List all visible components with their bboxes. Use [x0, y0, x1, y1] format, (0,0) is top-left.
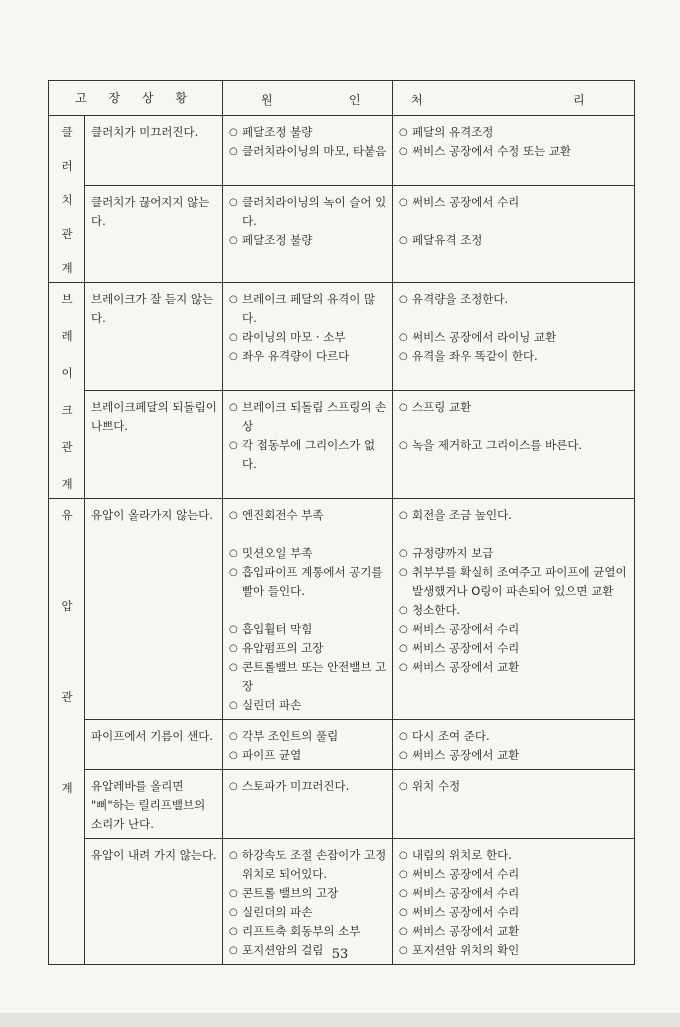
symptom-cell: 유압이 내려 가지 않는다.	[85, 839, 223, 965]
category-char: 관	[61, 440, 73, 454]
category-char: 치	[61, 193, 73, 207]
symptom-cell: 클러치가 끊어지지 않는다.	[85, 186, 223, 283]
fix-item: ○ 페달유격 조정	[399, 231, 629, 250]
cause-cell	[223, 499, 393, 720]
cause-item: ○ 엔진회전수 부족	[229, 506, 387, 525]
category-char: 이	[61, 366, 73, 380]
cause-list	[229, 290, 387, 366]
fix-item: ○ 회전을 조금 높인다.	[399, 506, 629, 525]
cause-list	[229, 777, 387, 796]
fix-item: ○ 위치 수정	[399, 777, 629, 796]
header-cause	[223, 81, 393, 116]
cause-cell	[223, 186, 393, 283]
symptom-cell: 파이프에서 기름이 샌다.	[85, 720, 223, 770]
fix-list	[399, 398, 629, 455]
category-char: 브	[61, 292, 73, 306]
category-char: 계	[61, 477, 73, 491]
fix-list	[399, 777, 629, 796]
category-char: 클	[61, 125, 73, 139]
cause-item: ○ 각부 조인트의 풀림	[229, 727, 387, 746]
fix-list	[399, 290, 629, 366]
symptom-cell: 유압레바를 올리면 "삐"하는 릴리프밸브의 소리가 난다.	[85, 770, 223, 839]
header-fix-char-1: 처	[411, 93, 423, 107]
cause-item: ○ 브레이크 되돌림 스프링의 손상	[229, 398, 387, 436]
cause-item: ○ 콘트롤밸브 또는 안전밸브 고장	[229, 658, 387, 696]
fix-list	[399, 846, 629, 960]
fix-item: ○ 써비스 공장에서 수리	[399, 903, 629, 922]
header-cause-char-1: 원	[261, 93, 273, 107]
fix-cell	[393, 839, 635, 965]
cause-item: ○ 흡입휠터 막힘	[229, 620, 387, 639]
cause-item: ○ 스토파가 미끄러진다.	[229, 777, 387, 796]
category-char: 계	[61, 261, 73, 275]
cause-item: ○ 포지션암의 걸림	[229, 941, 387, 960]
spacer	[399, 212, 629, 231]
fix-item: ○ 취부부를 확실히 조여주고 파이프에 균열이 발생했거나 O링이 파손되어 있으면 교환	[399, 563, 629, 601]
spacer	[229, 525, 387, 544]
table-row	[49, 283, 635, 391]
fix-list	[399, 193, 629, 250]
symptom-cell: 브레이크가 잘 듣지 않는다.	[85, 283, 223, 391]
table-row	[49, 720, 635, 770]
fix-item: ○ 써비스 공장에서 교환	[399, 658, 629, 677]
category-char: 유	[61, 508, 73, 522]
cause-item: ○ 각 접동부에 그리이스가 없다.	[229, 436, 387, 474]
header-fix-char-2: 리	[573, 93, 585, 107]
fix-item: ○ 다시 조여 준다.	[399, 727, 629, 746]
cause-item: ○ 페달조정 불량	[229, 231, 387, 250]
header-fix	[393, 81, 635, 116]
table-row	[49, 839, 635, 965]
fix-item: ○ 써비스 공장에서 수리	[399, 639, 629, 658]
cause-cell	[223, 770, 393, 839]
category-char: 러	[61, 159, 73, 173]
page-bottom-edge	[0, 1013, 680, 1027]
cause-cell	[223, 283, 393, 391]
fix-cell	[393, 391, 635, 499]
cause-cell	[223, 116, 393, 186]
fix-item: ○ 써비스 공장에서 교환	[399, 922, 629, 941]
fix-item: ○ 써비스 공장에서 교환	[399, 746, 629, 765]
cause-item: ○ 라이닝의 마모 · 소부	[229, 328, 387, 347]
fix-cell	[393, 116, 635, 186]
table-header-row	[49, 81, 635, 116]
troubleshooting-table	[48, 80, 635, 965]
fix-item: ○ 써비스 공장에서 수리	[399, 620, 629, 639]
cause-item: ○ 리프트축 회동부의 소부	[229, 922, 387, 941]
fix-item: ○ 써비스 공장에서 수리	[399, 865, 629, 884]
category-char: 레	[61, 329, 73, 343]
cause-item: ○ 파이프 균열	[229, 746, 387, 765]
fix-item: ○ 써비스 공장에서 수리	[399, 193, 629, 212]
fix-list	[399, 727, 629, 765]
fix-item: ○ 포지션암 위치의 확인	[399, 941, 629, 960]
category-char: 크	[61, 403, 73, 417]
fix-list	[399, 506, 629, 677]
cause-item: ○ 실린더의 파손	[229, 903, 387, 922]
cause-item: ○ 흡입파이프 계통에서 공기를 빨아 들인다.	[229, 563, 387, 601]
fix-cell	[393, 186, 635, 283]
category-cell	[49, 116, 85, 283]
cause-list	[229, 846, 387, 960]
table-row	[49, 391, 635, 499]
category-char: 압	[61, 599, 73, 613]
category-cell	[49, 283, 85, 499]
cause-item: ○ 밋션오일 부족	[229, 544, 387, 563]
page-number: 53	[331, 947, 349, 962]
cause-cell	[223, 391, 393, 499]
fix-list	[399, 123, 629, 161]
cause-cell	[223, 720, 393, 770]
spacer	[399, 417, 629, 436]
cause-item: ○ 유압펌프의 고장	[229, 639, 387, 658]
cause-item: ○ 하강속도 조절 손잡이가 고정 위치로 되어있다.	[229, 846, 387, 884]
fix-item: ○ 써비스 공장에서 라이닝 교환	[399, 328, 629, 347]
fix-item: ○ 녹을 제거하고 그리이스를 바른다.	[399, 436, 629, 455]
category-char: 계	[61, 781, 73, 795]
table-row	[49, 116, 635, 186]
cause-item: ○ 클러치라이닝의 녹이 슬어 있다.	[229, 193, 387, 231]
fix-item: ○ 페달의 유격조정	[399, 123, 629, 142]
cause-list	[229, 506, 387, 715]
spacer	[229, 601, 387, 620]
spacer	[399, 525, 629, 544]
fix-item: ○ 써비스 공장에서 수정 또는 교환	[399, 142, 629, 161]
fix-cell	[393, 283, 635, 391]
table-row	[49, 186, 635, 283]
fix-cell	[393, 499, 635, 720]
cause-item: ○ 콘트롤 밸브의 고장	[229, 884, 387, 903]
fix-cell	[393, 720, 635, 770]
fix-item: ○ 유격을 좌우 똑같이 한다.	[399, 347, 629, 366]
fix-item: ○ 스프링 교환	[399, 398, 629, 417]
category-char: 관	[61, 690, 73, 704]
category-cell	[49, 499, 85, 965]
symptom-cell: 유압이 올라가지 않는다.	[85, 499, 223, 720]
cause-item: ○ 실린더 파손	[229, 696, 387, 715]
fix-item: ○ 규정량까지 보급	[399, 544, 629, 563]
category-char: 관	[61, 227, 73, 241]
spacer	[399, 309, 629, 328]
cause-cell	[223, 839, 393, 965]
cause-item: ○ 좌우 유격량이 다르다	[229, 347, 387, 366]
fix-item: ○ 청소한다.	[399, 601, 629, 620]
header-cause-char-2: 인	[349, 93, 361, 107]
cause-item: ○ 브레이크 페달의 유격이 많다.	[229, 290, 387, 328]
cause-list	[229, 727, 387, 765]
cause-list	[229, 123, 387, 161]
cause-item: ○ 클러치라이닝의 마모, 타붙음	[229, 142, 387, 161]
table-row	[49, 499, 635, 720]
cause-list	[229, 193, 387, 250]
fix-item: ○ 써비스 공장에서 수리	[399, 884, 629, 903]
symptom-cell: 브레이크페달의 되돌림이 나쁘다.	[85, 391, 223, 499]
cause-list	[229, 398, 387, 474]
fix-item: ○ 내림의 위치로 한다.	[399, 846, 629, 865]
header-symptom: 고 장 상 황	[49, 81, 223, 116]
cause-item: ○ 페달조정 불량	[229, 123, 387, 142]
fix-cell	[393, 770, 635, 839]
symptom-cell: 클러치가 미끄러진다.	[85, 116, 223, 186]
fix-item: ○ 유격량을 조정한다.	[399, 290, 629, 309]
table-row	[49, 770, 635, 839]
